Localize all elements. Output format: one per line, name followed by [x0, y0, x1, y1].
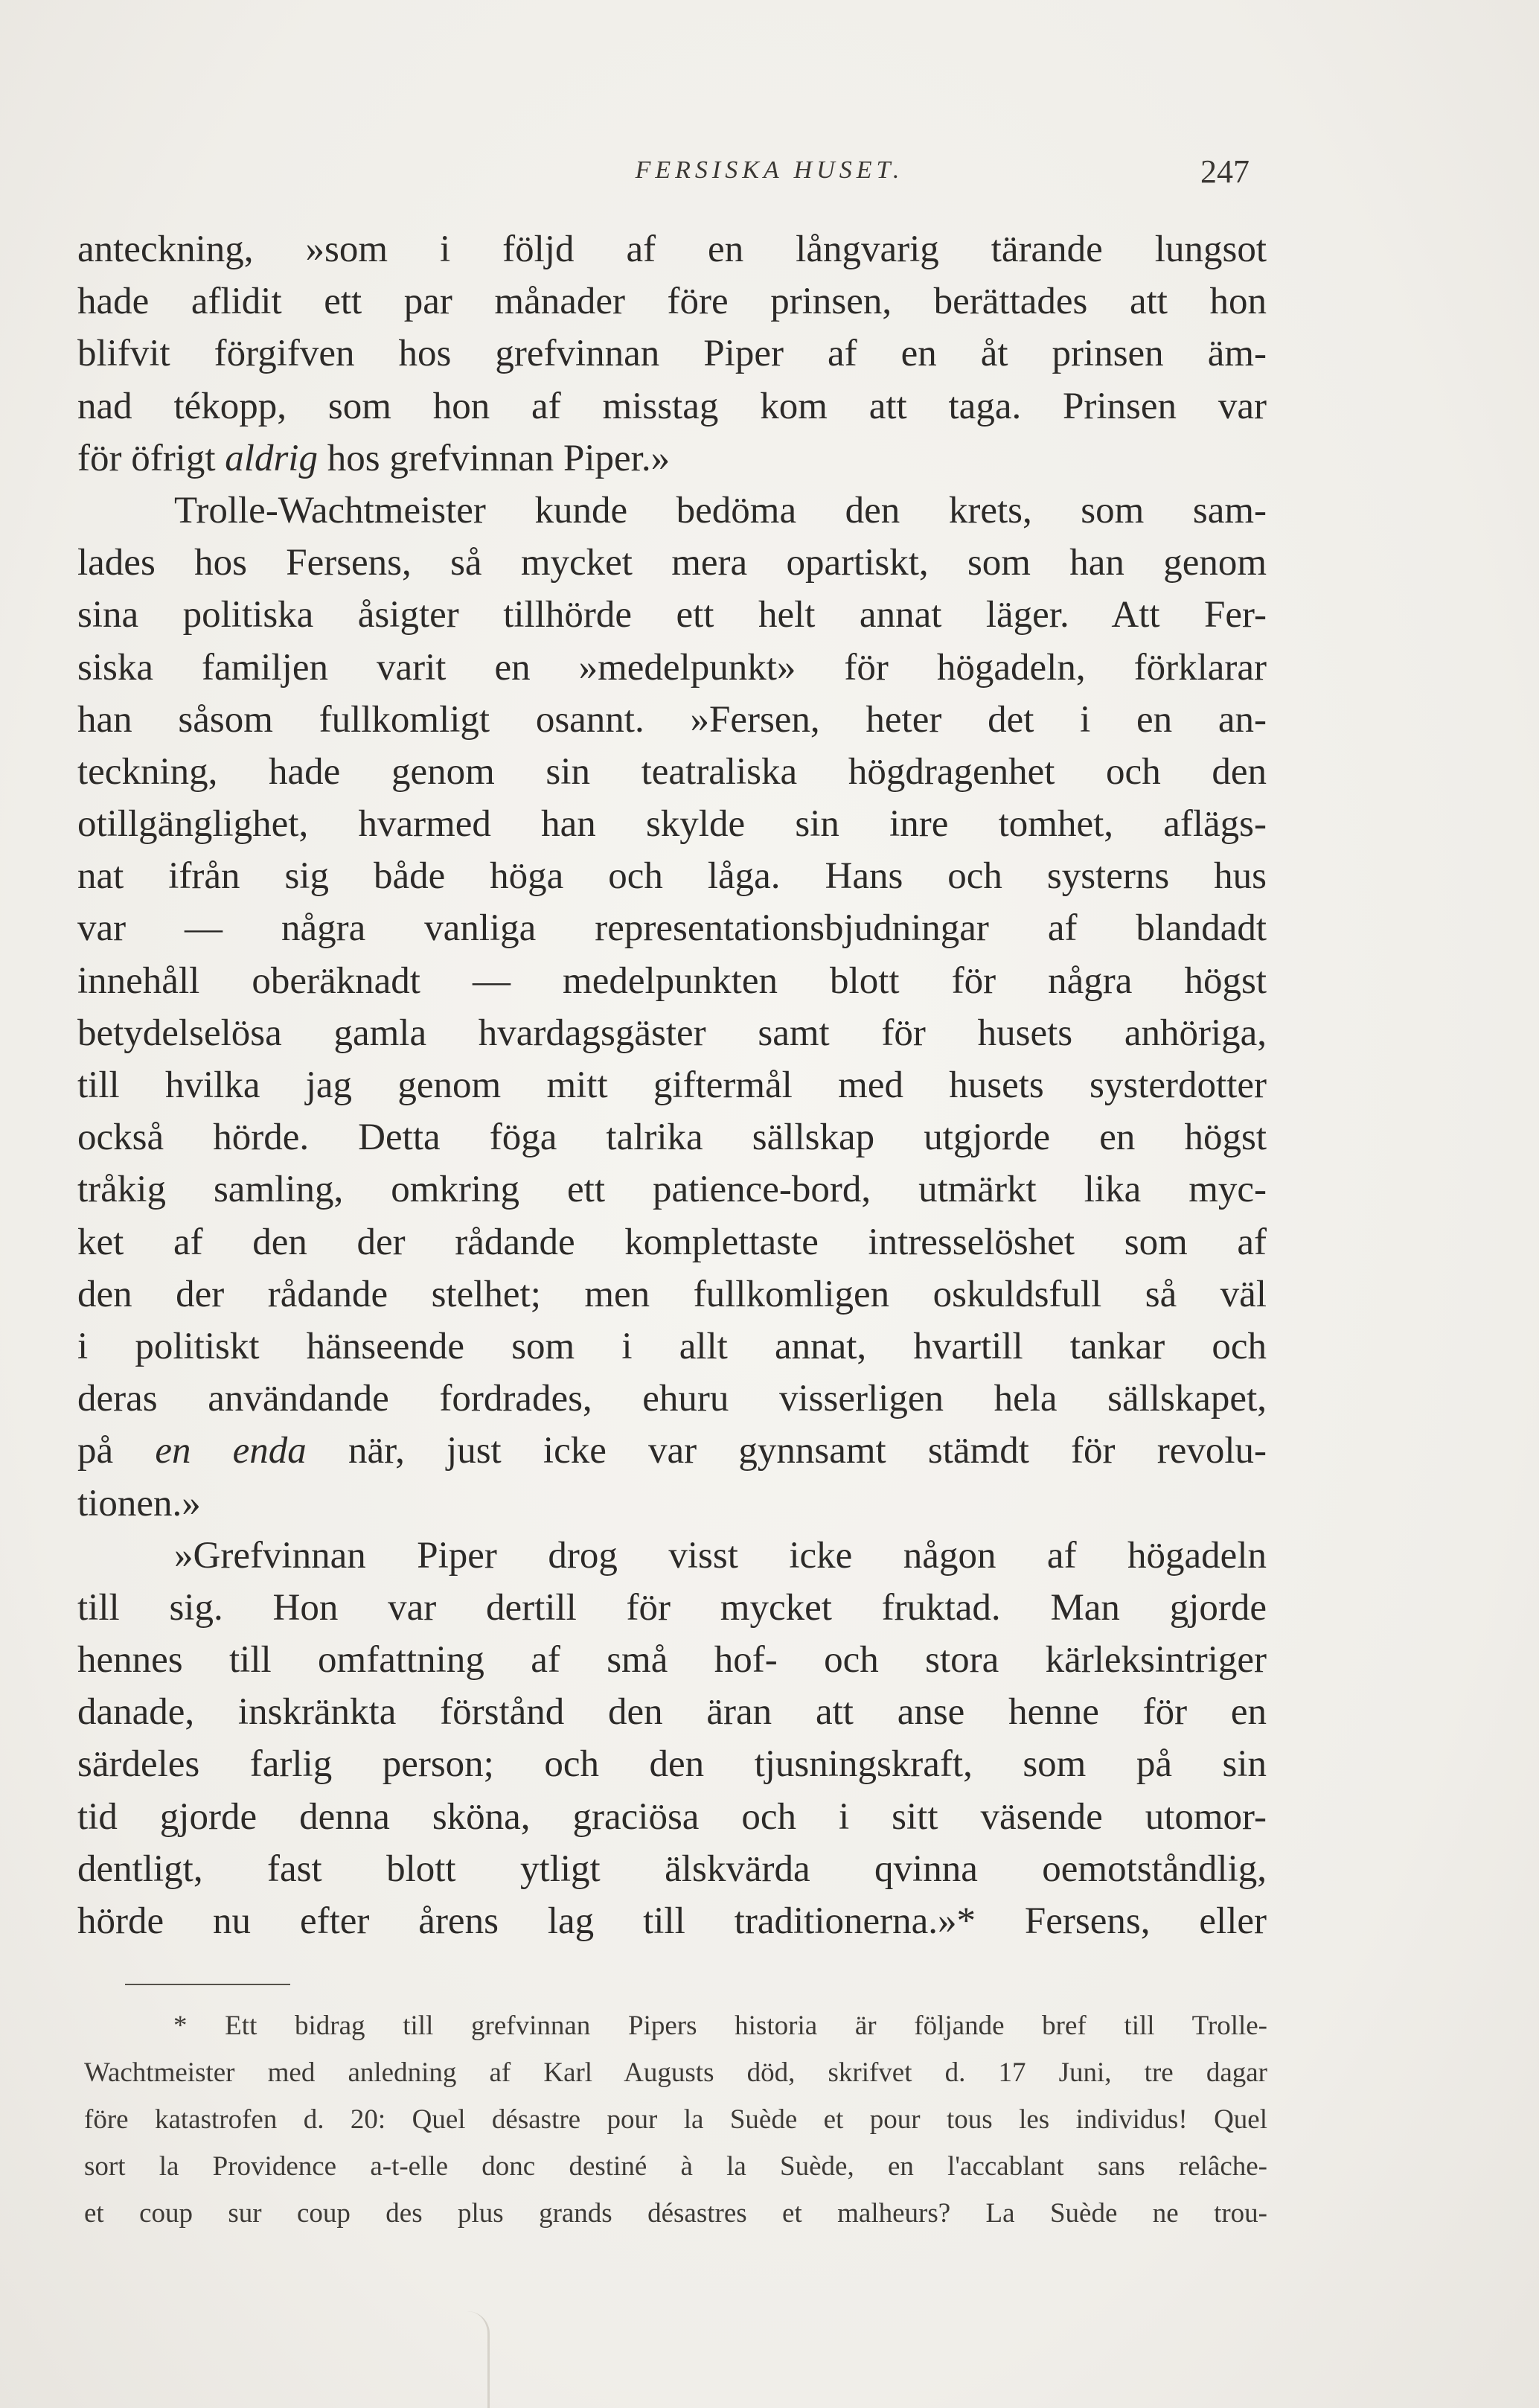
text-line: nat ifrån sig både höga och låga. Hans och systerns hus: [77, 855, 1267, 898]
text-line: tråkig samling, omkring ett patience-bord, utmärkt lika myc-: [77, 1169, 1267, 1211]
text-segment: på: [77, 1430, 156, 1472]
text-line: den der rådande stelhet; men fullkomligen oskuldsfull så väl: [77, 1273, 1267, 1315]
footnote-divider: [125, 1984, 290, 1985]
text-segment: när, just icke var gynnsamt stämdt för revolu-: [306, 1430, 1267, 1472]
text-segment: hos grefvinnan Piper.»: [317, 437, 671, 479]
paragraph-first-line: Trolle-Wachtmeister kunde bedöma den krets, som sam-: [174, 489, 1267, 531]
emphasized-word: en enda: [155, 1430, 307, 1472]
text-line: i politiskt hänseende som i allt annat, hvartill tankar och: [77, 1325, 1267, 1367]
text-line: innehåll oberäknadt — medelpunkten blott för några högst: [77, 959, 1267, 1002]
text-line: ket af den der rådande komplettaste intresselöshet som af: [77, 1221, 1267, 1263]
text-line: till hvilka jag genom mitt giftermål med husets systerdotter: [77, 1064, 1267, 1106]
text-line: blifvit förgifven hos grefvinnan Piper af en åt prinsen äm-: [77, 333, 1267, 375]
paragraph-first-line: »Grefvinnan Piper drog visst icke någon af högadeln: [174, 1534, 1267, 1577]
text-line: betydelselösa gamla hvardagsgäster samt för husets anhöriga,: [77, 1012, 1267, 1054]
emphasized-word: aldrig: [225, 437, 318, 479]
text-line: nad tékopp, som hon af misstag kom att taga. Prinsen var: [77, 385, 1267, 427]
text-line: sina politiska åsigter tillhörde ett helt annat läger. Att Fer-: [77, 594, 1267, 636]
text-line: var — några vanliga representationsbjudningar af blandadt: [77, 907, 1267, 950]
text-segment: för öfrigt: [77, 437, 225, 479]
footnote-line: Wachtmeister med anledning af Karl Augusts död, skrifvet d. 17 Juni, tre dagar: [84, 2057, 1267, 2088]
footnote-line: före katastrofen d. 20: Quel désastre pour la Suède et pour tous les individus! Quel: [84, 2104, 1267, 2135]
text-line: otillgänglighet, hvarmed han skylde sin inre tomhet, aflägs-: [77, 803, 1267, 846]
text-line: särdeles farlig person; och den tjusningskraft, som på sin: [77, 1743, 1267, 1786]
text-line: deras användande fordrades, ehuru visserligen hela sällskapet,: [77, 1378, 1267, 1420]
text-line: danade, inskränkta förstånd den äran att anse henne för en: [77, 1691, 1267, 1734]
text-line: tid gjorde denna sköna, graciösa och i sitt väsende utomor-: [77, 1795, 1267, 1838]
text-line: hennes till omfattning af små hof- och stora kärleksintriger: [77, 1639, 1267, 1682]
text-line: också hörde. Detta föga talrika sällskap utgjorde en högst: [77, 1117, 1267, 1159]
text-line: [77, 1425, 1267, 1477]
text-line: hörde nu efter årens lag till traditionerna.»* Fersens, eller: [77, 1900, 1267, 1942]
text-line: [77, 432, 1267, 485]
footnote-line: * Ett bidrag till grefvinnan Pipers historia är följande bref till Trolle-: [173, 2011, 1267, 2041]
text-line: till sig. Hon var dertill för mycket fruktad. Man gjorde: [77, 1586, 1267, 1629]
body-text: [77, 223, 1267, 1947]
text-line: han såsom fullkomligt osannt. »Fersen, heter det i en an-: [77, 698, 1267, 741]
footnote-line: et coup sur coup des plus grands désastres et malheurs? La Suède ne trou-: [84, 2198, 1267, 2229]
page-number: 247: [1200, 153, 1250, 190]
text-line: anteckning, »som i följd af en långvarig tärande lungsot: [77, 229, 1267, 270]
footnote: [84, 2002, 1267, 2237]
text-line: lades hos Fersens, så mycket mera opartiskt, som han genom: [77, 542, 1267, 584]
footnote-line: sort la Providence a-t-elle donc destiné à la Suède, en l'accablant sans relâche-: [84, 2151, 1267, 2182]
text-line: tionen.»: [77, 1482, 201, 1524]
text-line: hade aflidit ett par månader före prinsen, berättades att hon: [77, 281, 1267, 323]
page-edge-shadow: [450, 2311, 490, 2408]
text-line: siska familjen varit en »medelpunkt» för högadeln, förklarar: [77, 646, 1267, 689]
running-header: FERSISKA HUSET.: [635, 156, 904, 184]
text-line: teckning, hade genom sin teatraliska högdragenhet och den: [77, 750, 1267, 793]
text-line: dentligt, fast blott ytligt älskvärda qvinna oemotståndlig,: [77, 1847, 1267, 1890]
